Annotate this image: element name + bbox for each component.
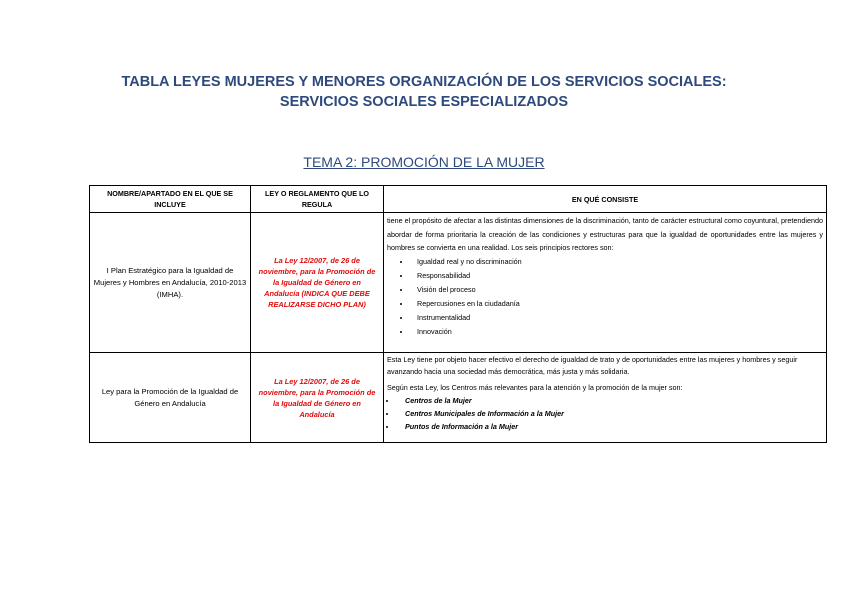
list-item: • Puntos de Información a la Mujer [397,420,823,433]
header-law: LEY O REGLAMENTO QUE LO REGULA [251,186,384,213]
list-item: • Igualdad real y no discriminación [411,255,823,269]
list-item: • Centros de la Mujer [397,394,823,407]
row-1-law: La Ley 12/2007, de 26 de noviembre, para la Promoción de la Igualdad de Género en Andalucía (INDICA QUE DEBE REALIZARSE DICHO PLAN) [251,213,384,353]
principles-list [387,255,823,339]
list-item: • Instrumentalidad [411,311,823,325]
row-2-name: Ley para la Promoción de la Igualdad de Género en Andalucía [90,353,251,443]
table-header-row [90,186,827,213]
header-content: EN QUÉ CONSISTE [384,186,827,213]
table-row [90,353,827,443]
row-2-intro: Esta Ley tiene por objeto hacer efectivo el derecho de igualdad de trato y de oportunidades entre las mujeres y hombres y seguir avanzando hacia una sociedad más democrática, más justa y más solidaria. [387,355,798,376]
row-2-law: La Ley 12/2007, de 26 de noviembre, para la Promoción de la Igualdad de Género en Andalucía [251,353,384,443]
row-2-content [384,353,827,443]
list-item: • Innovación [411,325,823,339]
row-1-name: I Plan Estratégico para la Igualdad de Mujeres y Hombres en Andalucía, 2010-2013 (IMHA). [90,213,251,353]
table-row [90,213,827,353]
laws-table [89,185,827,443]
list-item: • Repercusiones en la ciudadanía [411,297,823,311]
centros-list [387,394,823,433]
row-1-intro: tiene el propósito de afectar a las distintas dimensiones de la discriminación, tanto de carácter estructural como coyuntural, pretendiendo abordar de forma prioritaria la creación de las condiciones y estructuras para que la igualdad de oportunidades entre las mujeres y hombres se convierta en una realidad. Los seis principios rectores son: [387,216,823,253]
header-name: NOMBRE/APARTADO EN EL QUE SE INCLUYE [90,186,251,213]
list-item: • Visión del proceso [411,283,823,297]
row-2-intro-2: Según esta Ley, los Centros más relevantes para la atención y la promoción de la mujer son: [387,383,683,392]
list-item: • Centros Municipales de Información a la Mujer [397,407,823,420]
section-subtitle: TEMA 2: PROMOCIÓN DE LA MUJER [303,154,545,170]
list-item: • Responsabilidad [411,269,823,283]
document-title [0,72,848,112]
title-line-2: SERVICIOS SOCIALES ESPECIALIZADOS [279,94,569,110]
title-line-1: TABLA LEYES MUJERES Y MENORES ORGANIZACIÓN DE LOS SERVICIOS SOCIALES: [121,74,727,90]
row-1-content [384,213,827,353]
